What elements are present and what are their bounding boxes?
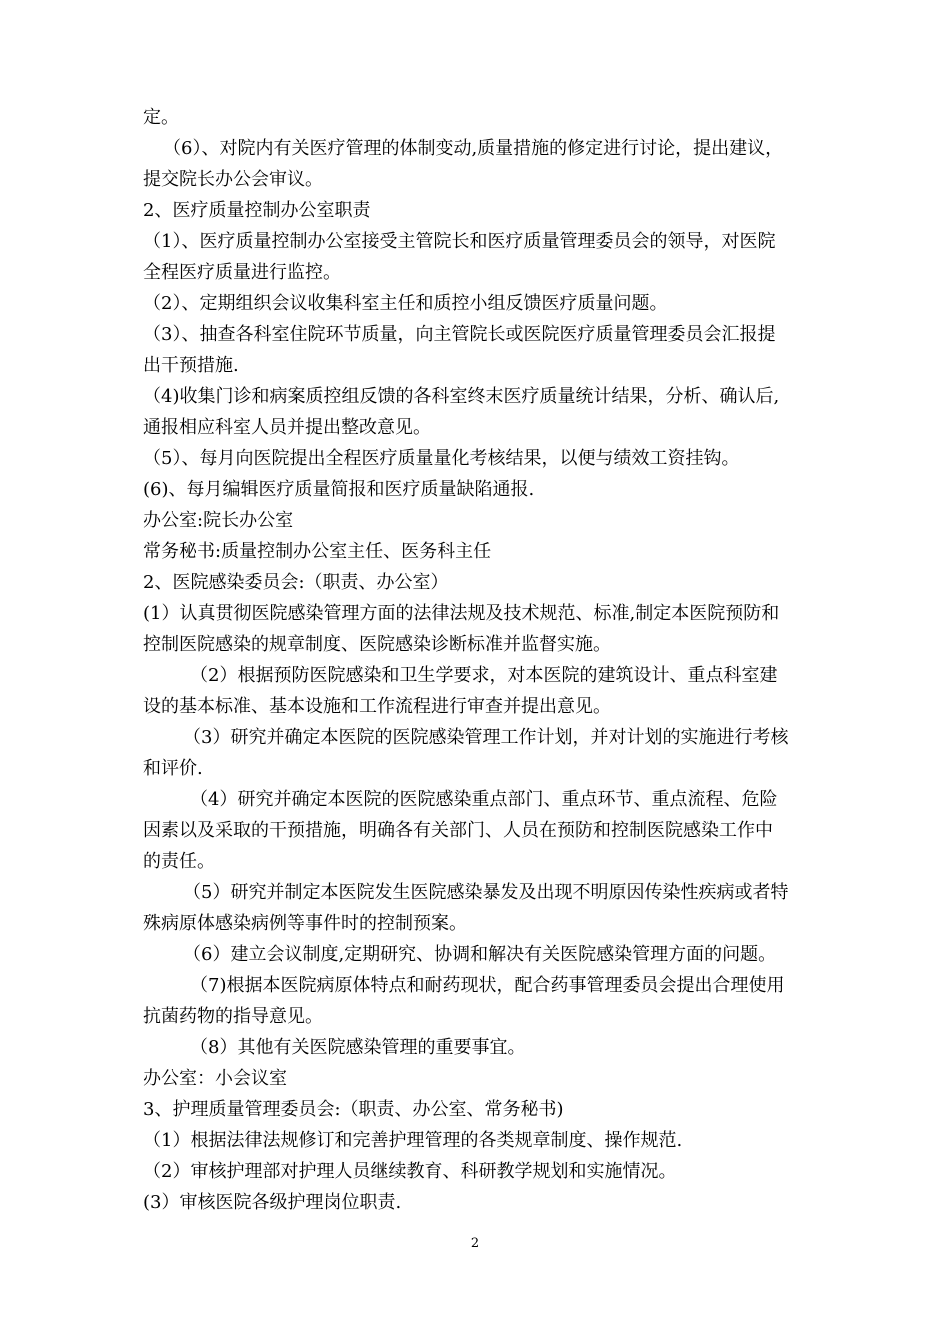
text-line-34: （1）根据法律法规修订和完善护理管理的各类规章制度、操作规范. bbox=[143, 1130, 683, 1151]
text-line-29: （7)根据本医院病原体特点和耐药现状，配合药事管理委员会提出合理使用 bbox=[190, 975, 785, 996]
text-line-1: 定。 bbox=[143, 107, 179, 128]
text-line-3: 提交院长办公会审议。 bbox=[143, 169, 323, 190]
text-line-22: 和评价. bbox=[143, 758, 203, 779]
text-line-14: 办公室:院长办公室 bbox=[143, 510, 294, 531]
text-line-6: 全程医疗质量进行监控。 bbox=[143, 262, 341, 283]
text-line-19: （2）根据预防医院感染和卫生学要求，对本医院的建筑设计、重点科室建 bbox=[190, 665, 778, 686]
text-line-13: (6)、每月编辑医疗质量简报和医疗质量缺陷通报. bbox=[143, 479, 535, 500]
text-line-26: （5）研究并制定本医院发生医院感染暴发及出现不明原因传染性疾病或者特 bbox=[183, 882, 789, 903]
text-line-35: （2）审核护理部对护理人员继续教育、科研教学规划和实施情况。 bbox=[143, 1161, 677, 1182]
text-line-17: (1）认真贯彻医院感染管理方面的法律法规及技术规范、标准,制定本医院预防和 bbox=[143, 603, 780, 624]
document-body bbox=[143, 102, 813, 1218]
text-line-32: 办公室：小会议室 bbox=[143, 1068, 287, 1089]
text-line-12: （5）、每月向医院提出全程医疗质量量化考核结果，以便与绩效工资挂钩。 bbox=[143, 448, 740, 469]
text-line-8: （3）、抽查各科室住院环节质量，向主管院长或医院医疗质量管理委员会汇报提 bbox=[143, 324, 776, 345]
text-line-31: （8）其他有关医院感染管理的重要事宜。 bbox=[190, 1037, 526, 1058]
text-line-7: （2）、定期组织会议收集科室主任和质控小组反馈医疗质量问题。 bbox=[143, 293, 668, 314]
text-line-11: 通报相应科室人员并提出整改意见。 bbox=[143, 417, 431, 438]
text-line-5: （1）、医疗质量控制办公室接受主管院长和医疗质量管理委员会的领导，对医院 bbox=[143, 231, 776, 252]
text-line-36: (3）审核医院各级护理岗位职责. bbox=[143, 1192, 402, 1213]
text-line-27: 殊病原体感染病例等事件时的控制预案。 bbox=[143, 913, 467, 934]
text-line-2: （6）、对院内有关医疗管理的体制变动,质量措施的修定进行讨论，提出建议， bbox=[163, 138, 784, 159]
text-line-30: 抗菌药物的指导意见。 bbox=[143, 1006, 323, 1027]
text-line-9: 出干预措施. bbox=[143, 355, 239, 376]
text-line-20: 设的基本标准、基本设施和工作流程进行审查并提出意见。 bbox=[143, 696, 611, 717]
text-line-18: 控制医院感染的规章制度、医院感染诊断标准并监督实施。 bbox=[143, 634, 611, 655]
text-line-25: 的责任。 bbox=[143, 851, 215, 872]
text-line-24: 因素以及采取的干预措施，明确各有关部门、人员在预防和控制医院感染工作中 bbox=[143, 820, 773, 841]
text-line-15: 常务秘书:质量控制办公室主任、医务科主任 bbox=[143, 541, 492, 562]
section-heading-nursing-committee: 3、护理质量管理委员会:（职责、办公室、常务秘书) bbox=[143, 1099, 564, 1120]
page-number: 2 bbox=[470, 1236, 480, 1251]
text-line-10: （4)收集门诊和病案质控组反馈的各科室终末医疗质量统计结果，分析、确认后, bbox=[143, 386, 780, 407]
section-heading-quality-control-office: 2、医疗质量控制办公室职责 bbox=[143, 200, 371, 221]
text-line-21: （3）研究并确定本医院的医院感染管理工作计划，并对计划的实施进行考核 bbox=[183, 727, 789, 748]
section-heading-infection-committee: 2、医院感染委员会:（职责、办公室） bbox=[143, 572, 449, 593]
text-line-28: （6）建立会议制度,定期研究、协调和解决有关医院感染管理方面的问题。 bbox=[183, 944, 777, 965]
text-line-23: （4）研究并确定本医院的医院感染重点部门、重点环节、重点流程、危险 bbox=[190, 789, 778, 810]
